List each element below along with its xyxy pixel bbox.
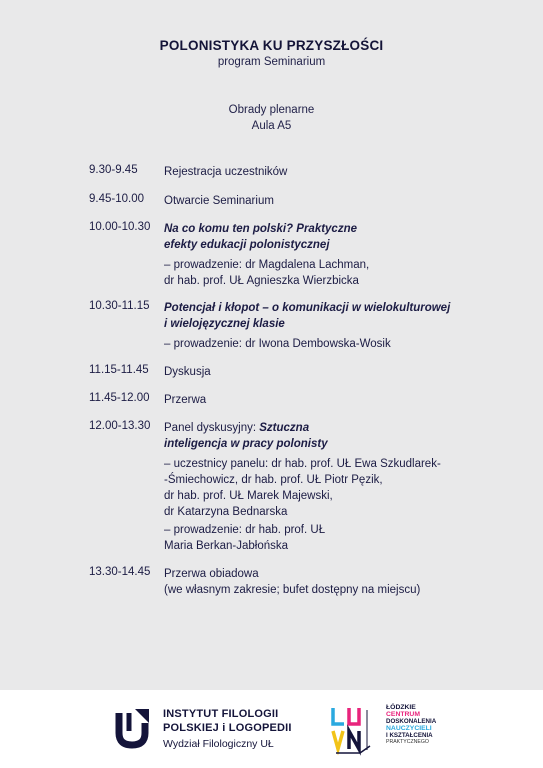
program-title: Potencjał i kłopot – o komunikacji w wielokulturowej i wielojęzycznej klasie	[164, 302, 451, 330]
venue-session: Obrady plenarne	[228, 104, 315, 116]
program-text: Otwarcie Seminarium	[164, 195, 274, 207]
page-title: POLONISTYKA KU PRZYSZŁOŚCI	[159, 38, 384, 53]
program-title: Na co komu ten polski? Praktyczne efekty edukacji polonistycznej	[164, 223, 358, 251]
footer	[0, 690, 543, 768]
venue-info	[0, 102, 543, 134]
program-time: 10.30-11.15	[89, 300, 150, 312]
page-subtitle: program Seminarium	[217, 56, 326, 68]
program-note: – uczestnicy panelu: dr hab. prof. UŁ Ewa Szkudlarek- -Śmiechowicz, dr hab. prof. UŁ Piotr Pęzik, dr hab. prof. UŁ Marek Majewski, dr Katarzyna Bednarska	[164, 458, 441, 518]
institute-logo-icon	[115, 709, 153, 754]
program-note: – prowadzenie: dr Iwona Dembowska-Wosik	[164, 338, 391, 350]
program-time: 12.00-13.30	[89, 420, 151, 432]
program-time: 11.45-12.00	[89, 392, 150, 404]
program-title: Panel dyskusyjny: Sztuczna inteligencja w pracy polonisty	[164, 422, 328, 450]
program-time: 10.00-10.30	[89, 221, 151, 233]
program-text: Przerwa	[164, 394, 207, 406]
program-time: 9.30-9.45	[89, 164, 138, 176]
ldn-logo-icon	[330, 704, 382, 761]
program-text: Dyskusja	[164, 366, 211, 378]
institute-name: INSTYTUT FILOLOGII POLSKIEJ i LOGOPEDII Wydział Filologiczny UŁ	[163, 708, 292, 750]
program-text: Przerwa obiadowa (we własnym zakresie; bufet dostępny na miejscu)	[164, 568, 421, 596]
program-time: 11.15-11.45	[89, 364, 149, 376]
program-text: Rejestracja uczestników	[164, 166, 288, 178]
venue-room: Aula A5	[251, 120, 292, 132]
header	[0, 38, 543, 68]
program-time: 13.30-14.45	[89, 566, 151, 578]
program-note: – prowadzenie: dr Magdalena Lachman, dr hab. prof. UŁ Agnieszka Wierzbicka	[164, 259, 370, 287]
program-note: – prowadzenie: dr hab. prof. UŁ Maria Berkan-Jabłońska	[164, 524, 326, 552]
program-time: 9.45-10.00	[89, 193, 144, 205]
ldn-logo-text: ŁÓDZKIE CENTRUM DOSKONALENIA NAUCZYCIELI I KSZTAŁCENIA PRAKTYCZNEGO	[386, 704, 437, 745]
